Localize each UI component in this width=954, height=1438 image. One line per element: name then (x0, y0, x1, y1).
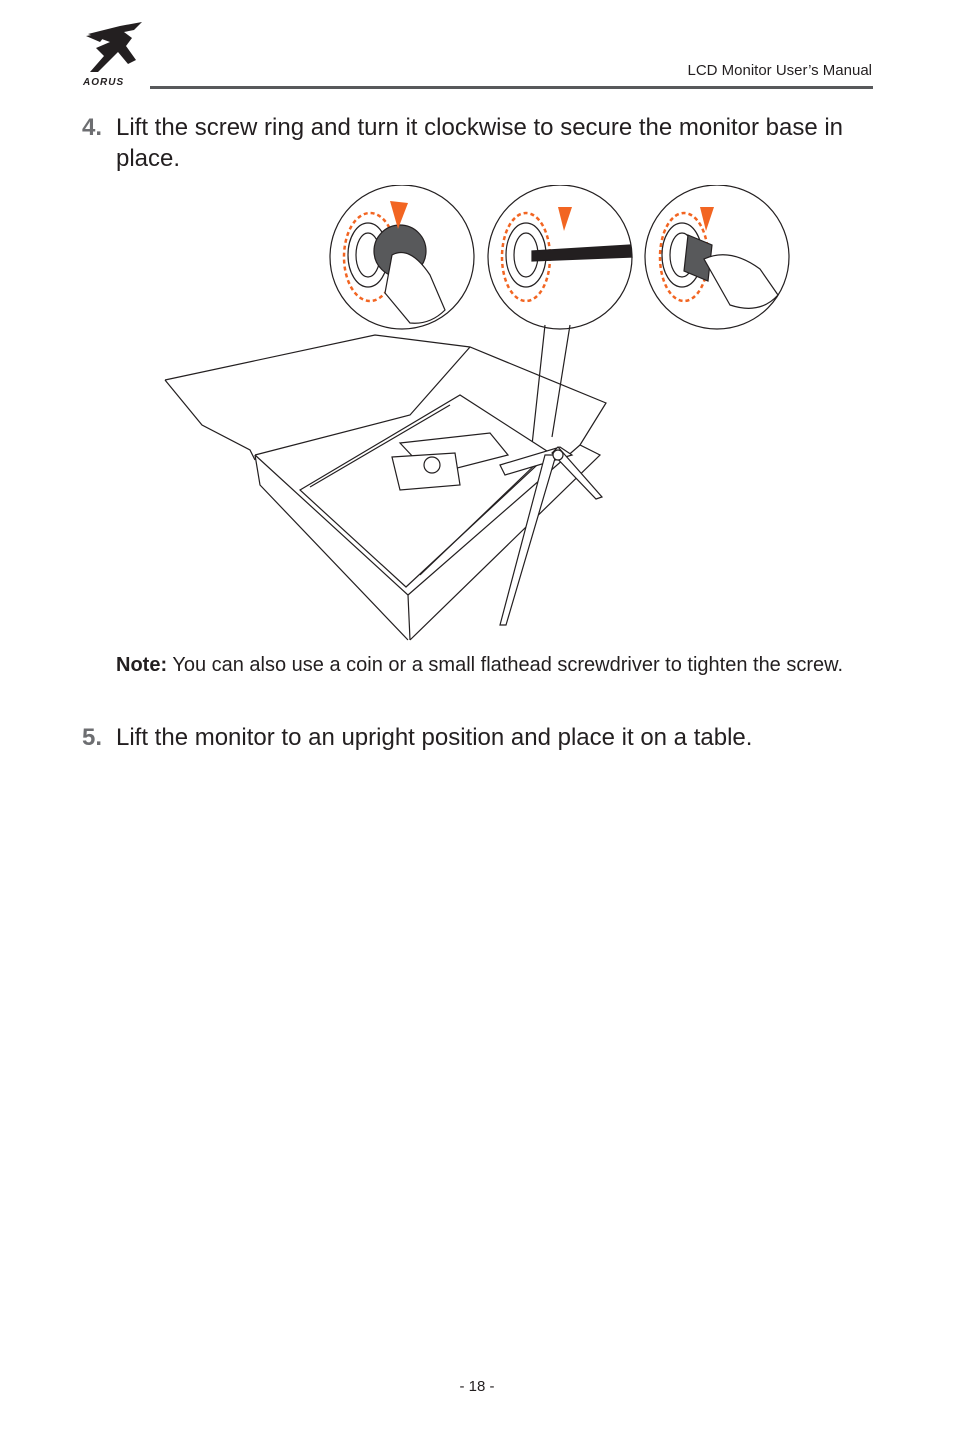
monitor-base-screw-illustration (160, 185, 800, 645)
header-divider (150, 86, 873, 89)
step-text: Lift the screw ring and turn it clockwise to secure the monitor base in place. (116, 114, 844, 172)
note-text: You can also use a coin or a small flathead screwdriver to tighten the screw. (172, 654, 844, 676)
zoom-circle-screwdriver (488, 185, 632, 329)
note (116, 651, 876, 679)
note-label: Note: (116, 654, 168, 676)
page-number: - 18 - (459, 1378, 495, 1395)
step-number: 4. (82, 114, 103, 141)
step-number: 5. (82, 724, 103, 751)
zoom-circle-finger (330, 185, 474, 329)
step-text: Lift the monitor to an upright position and place it on a table. (116, 724, 753, 751)
brand-word: AORUS (83, 77, 125, 88)
manual-title: LCD Monitor User’s Manual (687, 62, 872, 79)
zoom-circle-coin (645, 185, 789, 329)
